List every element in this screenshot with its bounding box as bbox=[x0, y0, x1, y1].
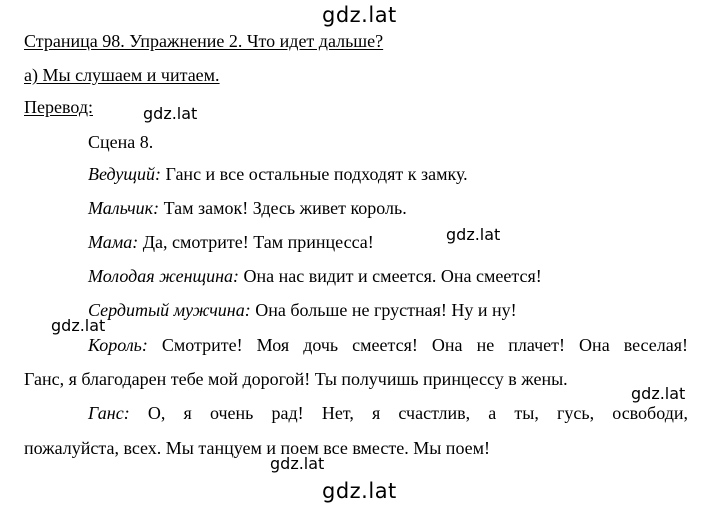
dialogue-line bbox=[88, 163, 468, 185]
line-text: Она больше не грустная! Ну и ну! bbox=[250, 300, 517, 320]
dialogue-line bbox=[88, 265, 542, 287]
watermark: gdz.lat bbox=[143, 104, 198, 123]
dialogue-line bbox=[88, 402, 688, 424]
speaker: Сердитый мужчина: bbox=[88, 300, 251, 320]
page-title: Страница 98. Упражнение 2. Что идет дальше? bbox=[24, 31, 384, 51]
translation-label: Перевод: bbox=[24, 97, 93, 117]
line-text: О, я очень рад! Нет, я счастлив, а ты, гусь, освободи, bbox=[129, 403, 688, 423]
watermark: gdz.lat bbox=[631, 384, 686, 403]
line-text: Она нас видит и смеется. Она смеется! bbox=[239, 266, 542, 286]
speaker: Молодая женщина: bbox=[88, 266, 240, 286]
speaker: Король: bbox=[88, 335, 148, 355]
exercise-subtitle: а) Мы слушаем и читаем. bbox=[24, 65, 220, 85]
speaker: Мальчик: bbox=[88, 198, 160, 218]
speaker: Ведущий: bbox=[88, 164, 161, 184]
dialogue-line bbox=[88, 197, 407, 219]
line-text: Смотрите! Моя дочь смеется! Она не плачет! Она веселая! bbox=[147, 335, 688, 355]
watermark: gdz.lat bbox=[270, 454, 325, 473]
speaker: Мама: bbox=[88, 232, 139, 252]
watermark: gdz.lat bbox=[446, 225, 501, 244]
watermark: gdz.lat bbox=[51, 316, 106, 335]
line-text: Ганс и все остальные подходят к замку. bbox=[160, 164, 468, 184]
dialogue-continuation: Ганс, я благодарен тебе мой дорогой! Ты получишь принцессу в жены. bbox=[24, 369, 568, 389]
line-text: Да, смотрите! Там принцесса! bbox=[138, 232, 374, 252]
line-text: Там замок! Здесь живет король. bbox=[159, 198, 407, 218]
speaker: Ганс: bbox=[88, 403, 130, 423]
dialogue-line bbox=[88, 334, 688, 356]
dialogue-line bbox=[88, 299, 517, 321]
dialogue-line bbox=[88, 231, 374, 253]
watermark-top: gdz.lat bbox=[322, 3, 397, 27]
scene-heading: Сцена 8. bbox=[88, 132, 154, 152]
dialogue-continuation: пожалуйста, всех. Мы танцуем и поем все вместе. Мы поем! bbox=[24, 438, 491, 458]
watermark-bottom: gdz.lat bbox=[322, 479, 397, 503]
